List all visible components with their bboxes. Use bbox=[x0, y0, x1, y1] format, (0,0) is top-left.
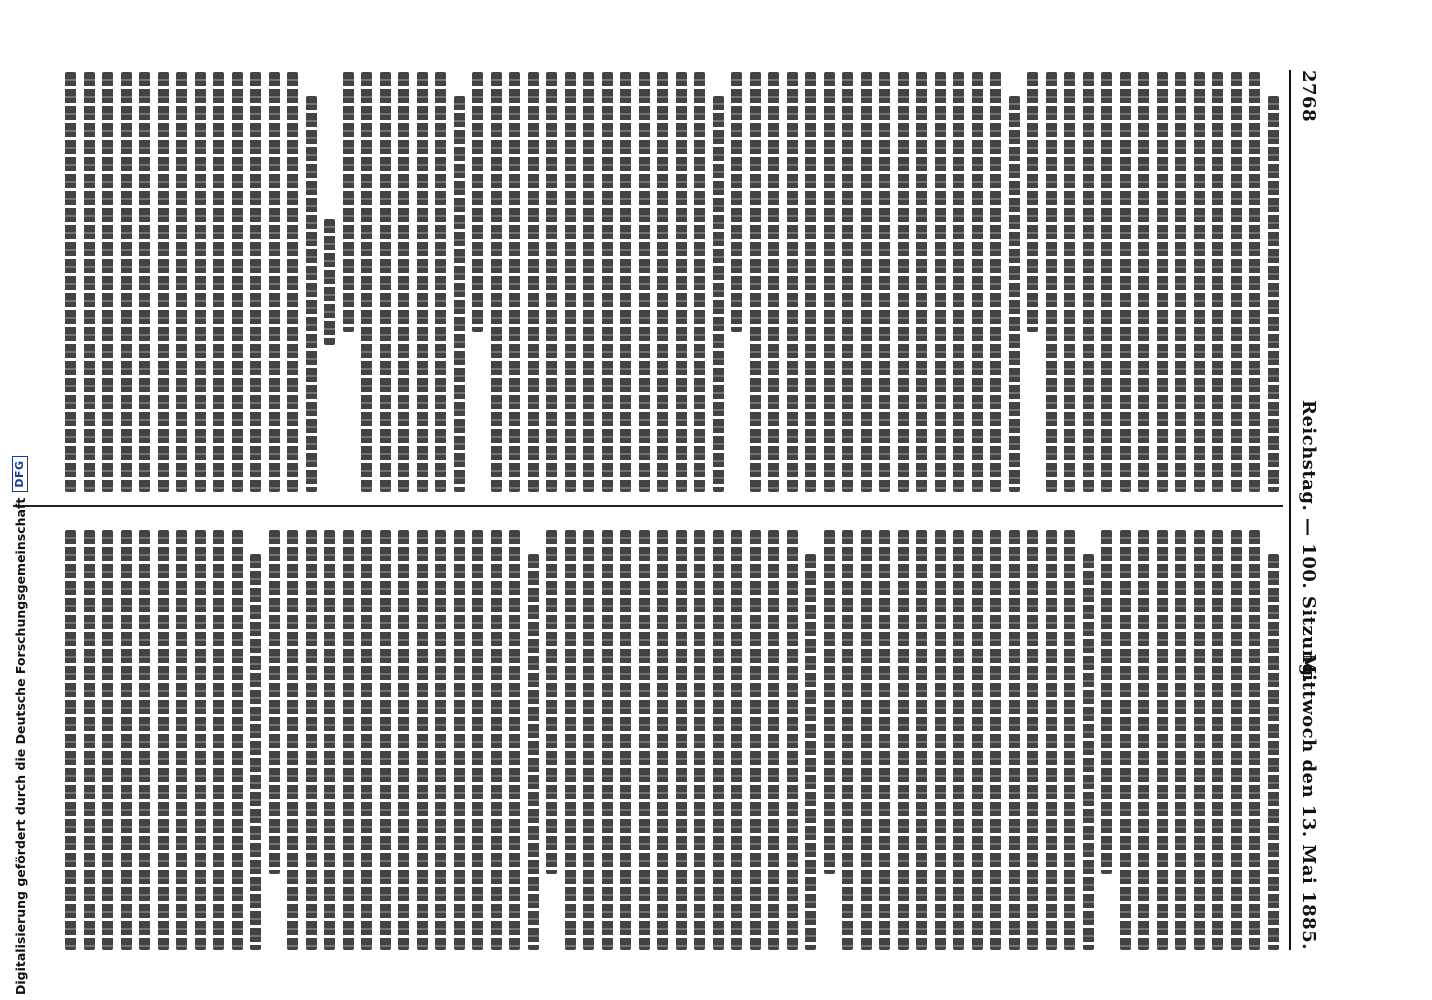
text-line bbox=[1009, 530, 1020, 950]
text-line bbox=[177, 530, 188, 950]
text-line bbox=[1268, 554, 1279, 950]
digitization-notice bbox=[10, 0, 30, 995]
text-line bbox=[306, 96, 317, 492]
text-line bbox=[602, 72, 613, 492]
text-line bbox=[676, 72, 687, 492]
text-line bbox=[843, 530, 854, 950]
text-line bbox=[861, 530, 872, 950]
text-line bbox=[417, 72, 428, 492]
text-line bbox=[639, 530, 650, 950]
text-line bbox=[584, 530, 595, 950]
text-line bbox=[1102, 72, 1113, 492]
text-line bbox=[1268, 96, 1279, 492]
text-line bbox=[1157, 72, 1168, 492]
text-line bbox=[121, 530, 132, 950]
text-line bbox=[103, 530, 114, 950]
text-line bbox=[417, 530, 428, 950]
text-line bbox=[1046, 72, 1057, 492]
text-line bbox=[1194, 530, 1205, 950]
text-line bbox=[1120, 530, 1131, 950]
text-line bbox=[362, 72, 373, 492]
text-line bbox=[991, 530, 1002, 950]
text-line bbox=[547, 72, 558, 492]
text-line bbox=[473, 72, 484, 332]
text-line bbox=[1139, 72, 1150, 492]
text-line bbox=[584, 72, 595, 492]
text-line bbox=[473, 530, 484, 950]
text-line bbox=[195, 530, 206, 950]
text-line bbox=[269, 72, 280, 492]
text-line bbox=[232, 530, 243, 950]
text-line bbox=[1065, 530, 1076, 950]
text-line bbox=[269, 530, 280, 874]
text-line bbox=[288, 530, 299, 950]
text-line bbox=[935, 530, 946, 950]
text-line bbox=[621, 530, 632, 950]
text-line bbox=[232, 72, 243, 492]
text-line bbox=[140, 530, 151, 950]
header-rule bbox=[1289, 70, 1291, 950]
text-line bbox=[1083, 72, 1094, 492]
text-line bbox=[399, 72, 410, 492]
text-line bbox=[195, 72, 206, 492]
text-line bbox=[214, 530, 225, 950]
text-line bbox=[917, 72, 928, 492]
text-line bbox=[732, 72, 743, 332]
text-line bbox=[362, 530, 373, 950]
session-date: Mittwoch den 13. Mai 1885. bbox=[1298, 653, 1319, 950]
text-line bbox=[658, 72, 669, 492]
text-line bbox=[695, 72, 706, 492]
text-line bbox=[658, 530, 669, 950]
text-line bbox=[454, 96, 465, 492]
text-line bbox=[214, 72, 225, 492]
text-line bbox=[824, 72, 835, 492]
text-line bbox=[1213, 72, 1224, 492]
text-line bbox=[843, 72, 854, 492]
text-line bbox=[713, 96, 724, 492]
text-line bbox=[436, 72, 447, 492]
page-header bbox=[1293, 70, 1319, 950]
text-line bbox=[528, 554, 539, 950]
text-line bbox=[621, 72, 632, 492]
text-line bbox=[399, 530, 410, 950]
text-line bbox=[898, 72, 909, 492]
text-line bbox=[177, 72, 188, 492]
text-line bbox=[769, 530, 780, 950]
text-line bbox=[713, 530, 724, 950]
text-line bbox=[769, 72, 780, 492]
text-line bbox=[454, 530, 465, 950]
text-line bbox=[103, 72, 114, 492]
column-divider bbox=[13, 505, 1283, 507]
text-line bbox=[1231, 72, 1242, 492]
text-line bbox=[158, 72, 169, 492]
text-line bbox=[1028, 530, 1039, 950]
text-line bbox=[343, 72, 354, 332]
text-line bbox=[695, 530, 706, 950]
text-line bbox=[325, 530, 336, 950]
text-line bbox=[84, 530, 95, 950]
text-line bbox=[1028, 72, 1039, 332]
text-line bbox=[1009, 96, 1020, 492]
text-line bbox=[1250, 530, 1261, 950]
text-line bbox=[140, 72, 151, 492]
text-line bbox=[288, 72, 299, 492]
text-line bbox=[861, 72, 872, 492]
text-line bbox=[1250, 72, 1261, 492]
text-line bbox=[954, 530, 965, 950]
text-line bbox=[806, 554, 817, 950]
text-line bbox=[1083, 554, 1094, 950]
text-line bbox=[306, 530, 317, 950]
text-line bbox=[880, 72, 891, 492]
text-line bbox=[510, 530, 521, 950]
text-line bbox=[898, 530, 909, 950]
text-line bbox=[251, 554, 262, 950]
text-line bbox=[639, 72, 650, 492]
text-line bbox=[436, 530, 447, 950]
text-line bbox=[750, 72, 761, 492]
text-line bbox=[935, 72, 946, 492]
text-line bbox=[972, 530, 983, 950]
text-line bbox=[325, 219, 336, 345]
text-line bbox=[1120, 72, 1131, 492]
text-line bbox=[84, 72, 95, 492]
text-line bbox=[1194, 72, 1205, 492]
text-line bbox=[565, 530, 576, 950]
text-line bbox=[343, 530, 354, 950]
text-line bbox=[491, 72, 502, 492]
text-line bbox=[954, 72, 965, 492]
text-line bbox=[1139, 530, 1150, 950]
text-line bbox=[547, 530, 558, 874]
text-line bbox=[1046, 530, 1057, 950]
text-column-left bbox=[19, 72, 1279, 492]
text-line bbox=[991, 72, 1002, 492]
text-line bbox=[66, 72, 77, 492]
text-line bbox=[806, 72, 817, 492]
text-line bbox=[1157, 530, 1168, 950]
text-line bbox=[66, 530, 77, 950]
text-line bbox=[380, 72, 391, 492]
text-line bbox=[491, 530, 502, 950]
text-line bbox=[750, 530, 761, 950]
text-line bbox=[732, 530, 743, 950]
text-line bbox=[602, 530, 613, 950]
text-line bbox=[380, 530, 391, 950]
text-line bbox=[510, 72, 521, 492]
text-line bbox=[528, 72, 539, 492]
text-line bbox=[824, 530, 835, 874]
text-line bbox=[676, 530, 687, 950]
text-line bbox=[1176, 530, 1187, 950]
text-column-right bbox=[19, 530, 1279, 950]
text-line bbox=[1213, 530, 1224, 950]
text-line bbox=[1176, 72, 1187, 492]
text-line bbox=[787, 72, 798, 492]
text-line bbox=[565, 72, 576, 492]
text-line bbox=[880, 530, 891, 950]
text-line bbox=[1102, 530, 1113, 874]
dfg-logo: DFG bbox=[12, 456, 28, 491]
page-number: 2768 bbox=[1298, 70, 1319, 123]
session-title: Reichstag. — 100. Sitzung. bbox=[1298, 400, 1319, 684]
text-line bbox=[121, 72, 132, 492]
text-line bbox=[787, 530, 798, 950]
text-line bbox=[1065, 72, 1076, 492]
notice-text: Digitalisierung gefördert durch die Deutsche Forschungsgemeinschaft bbox=[12, 497, 28, 995]
text-line bbox=[972, 72, 983, 492]
text-line bbox=[158, 530, 169, 950]
text-line bbox=[251, 72, 262, 492]
text-line bbox=[917, 530, 928, 950]
text-line bbox=[1231, 530, 1242, 950]
